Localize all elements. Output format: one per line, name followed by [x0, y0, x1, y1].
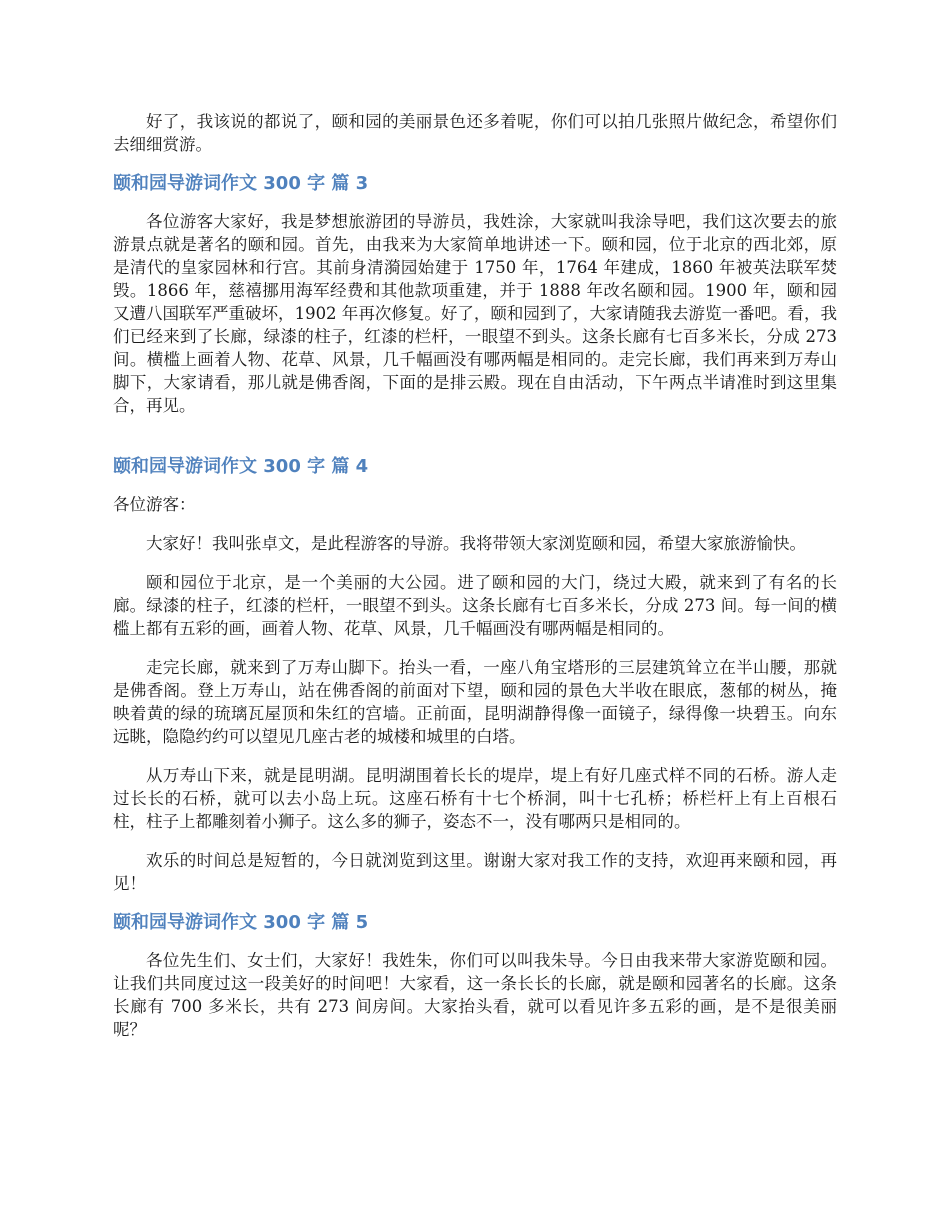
body-paragraph: 各位游客大家好，我是梦想旅游团的导游员，我姓涂，大家就叫我涂导吧，我们这次要去的旅游景点就是著名的颐和园。首先，由我来为大家简单地讲述一下。颐和园，位于北京的西北郊，原是清代的皇家园林和行宫。其前身清漪园始建于 1750 年，1764 年建成，1860 年被英法联军焚毁。1866 年，慈禧挪用海军经费和其他款项重建，并于 1888 年改名颐和园。1900 年，颐和园又遭八国联军严重破坏，1902 年再次修复。好了，颐和园到了，大家请随我去游览一番吧。看，我们已经来到了长廊，绿漆的柱子，红漆的栏杆，一眼望不到头。这条长廊有七百多米长，分成 273 间。横槛上画着人物、花草、风景，几千幅画没有哪两幅是相同的。走完长廊，我们再来到万寿山脚下，大家请看，那儿就是佛香阁，下面的是排云殿。现在自由活动，下午两点半请准时到这里集合，再见。	[113, 212, 837, 415]
closing-paragraph: 好了，我该说的都说了，颐和园的美丽景色还多着呢，你们可以拍几张照片做纪念，希望你们去细细赏游。	[113, 112, 837, 154]
salutation: 各位游客：	[113, 495, 196, 514]
body-paragraph: 从万寿山下来，就是昆明湖。昆明湖围着长长的堤岸，堤上有好几座式样不同的石桥。游人走过长长的石桥，就可以去小岛上玩。这座石桥有十七个桥洞，叫十七孔桥；桥栏杆上有上百根石柱，柱子上都雕刻着小狮子。这么多的狮子，姿态不一，没有哪两只是相同的。	[113, 766, 837, 831]
section-heading-5: 颐和园导游词作文 300 字 篇 5	[113, 912, 369, 933]
body-paragraph: 颐和园位于北京，是一个美丽的大公园。进了颐和园的大门，绕过大殿，就来到了有名的长廊。绿漆的柱子，红漆的栏杆，一眼望不到头。这条长廊有七百多米长，分成 273 间。每一间的横槛上都有五彩的画，画着人物、花草、风景，几千幅画没有哪两幅是相同的。	[113, 573, 837, 638]
body-paragraph: 走完长廊，就来到了万寿山脚下。抬头一看，一座八角宝塔形的三层建筑耸立在半山腰，那就是佛香阁。登上万寿山，站在佛香阁的前面对下望，颐和园的景色大半收在眼底，葱郁的树丛，掩映着黄的绿的琉璃瓦屋顶和朱红的宫墙。正前面，昆明湖静得像一面镜子，绿得像一块碧玉。向东远眺，隐隐约约可以望见几座古老的城楼和城里的白塔。	[113, 658, 837, 746]
body-paragraph: 欢乐的时间总是短暂的，今日就浏览到这里。谢谢大家对我工作的支持，欢迎再来颐和园，再见！	[113, 851, 837, 893]
body-paragraph: 大家好！我叫张卓文，是此程游客的导游。我将带领大家浏览颐和园，希望大家旅游愉快。	[146, 534, 806, 553]
body-paragraph: 各位先生们、女士们，大家好！我姓朱，你们可以叫我朱导。今日由我来带大家游览颐和园。让我们共同度过这一段美好的时间吧！大家看，这一条长长的长廊，就是颐和园著名的长廊。这条长廊有 700 多米长，共有 273 间房间。大家抬头看，就可以看见许多五彩的画，是不是很美丽呢？	[113, 951, 837, 1039]
section-heading-4: 颐和园导游词作文 300 字 篇 4	[113, 456, 369, 477]
section-heading-3: 颐和园导游词作文 300 字 篇 3	[113, 173, 369, 194]
